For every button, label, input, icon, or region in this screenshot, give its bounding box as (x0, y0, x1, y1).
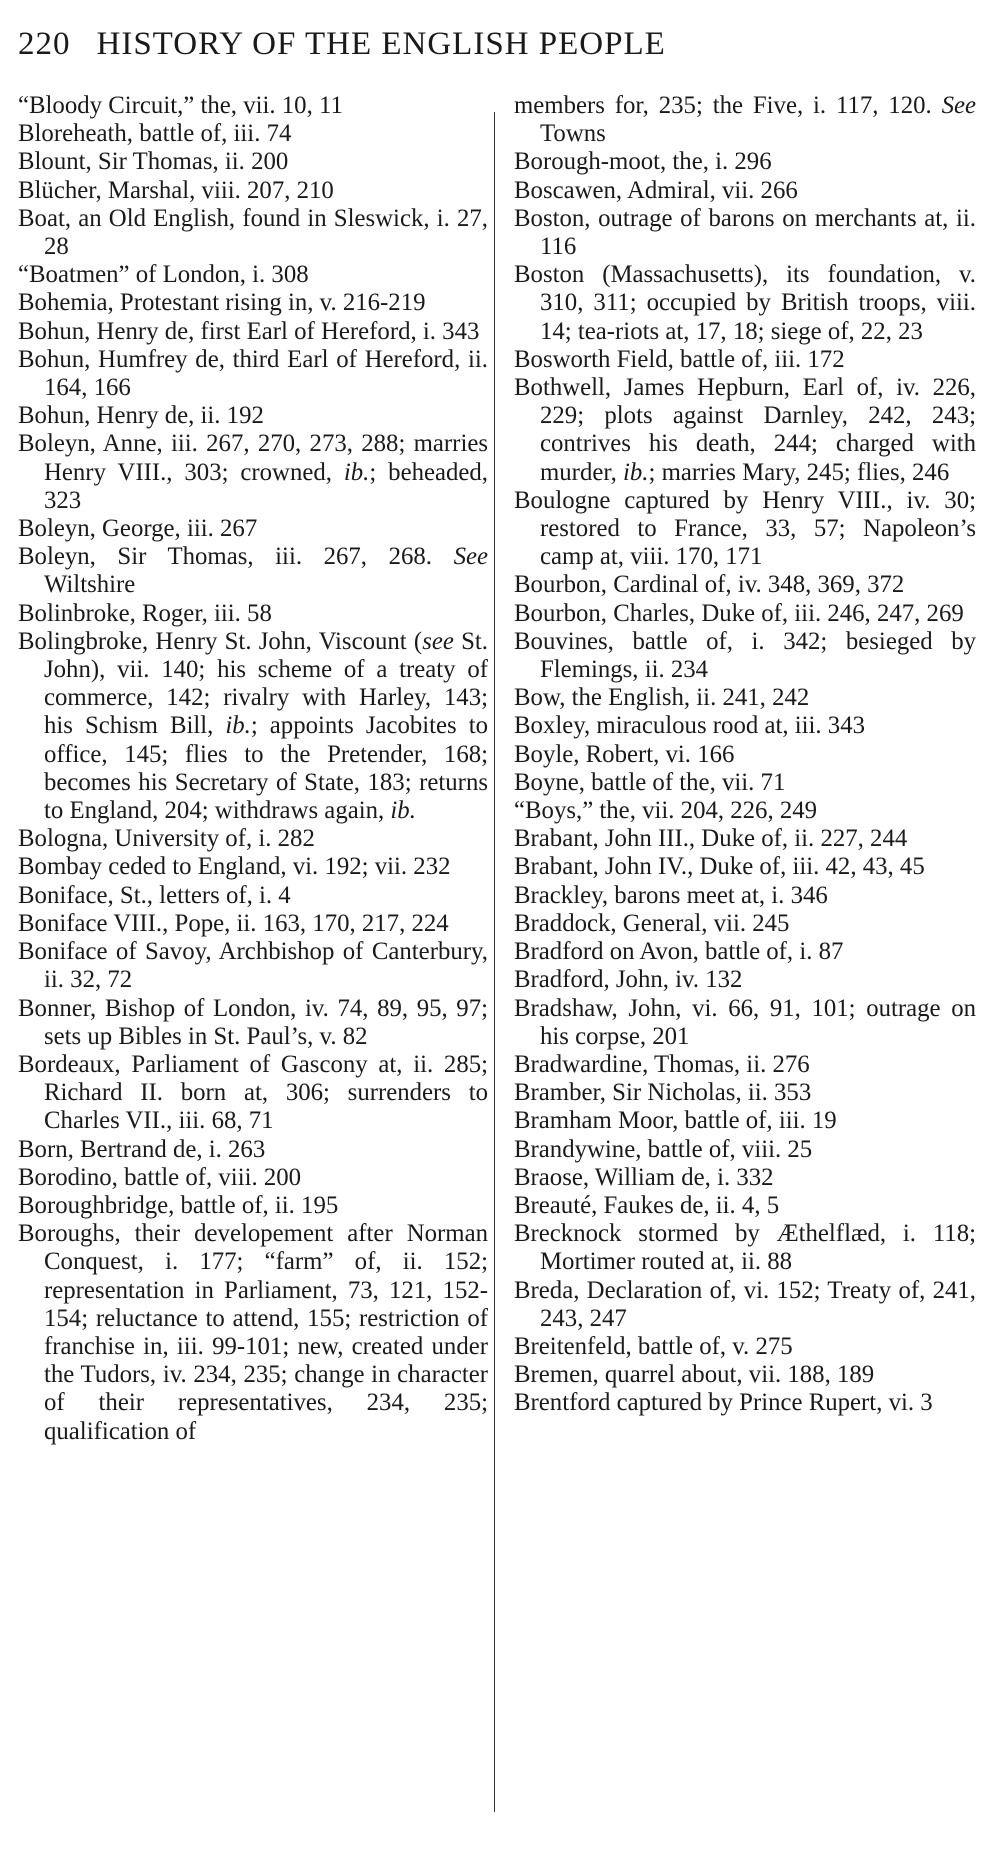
index-entry: Bradshaw, John, vi. 66, 91, 101; outrage on his corpse, 201 (514, 994, 976, 1050)
index-column-right (514, 92, 976, 1418)
page-header (18, 26, 978, 70)
index-entry: Bramham Moor, battle of, iii. 19 (514, 1107, 837, 1135)
index-entry: Bolingbroke, Henry St. John, Viscount (see St. John), vii. 140; his scheme of a treaty of commerce, 142; rivalry with Harley, 143; his Schism Bill, ib.; appoints Jacobites to office, 145; flies to the Pretender, 168; becomes his Secretary of State, 183; returns to England, 204; withdraws again, ib. (18, 627, 489, 825)
index-entry: Bradford on Avon, battle of, i. 87 (514, 938, 844, 966)
index-entry: Breda, Declaration of, vi. 152; Treaty of, 241, 243, 247 (514, 1276, 976, 1332)
index-entry: Brackley, barons meet at, i. 346 (514, 881, 828, 909)
index-entry: Bradwardine, Thomas, ii. 276 (514, 1050, 810, 1078)
index-entry: Brecknock stormed by Æthelflæd, i. 118; Mortimer routed at, ii. 88 (514, 1220, 976, 1276)
index-entry: Brandywine, battle of, viii. 25 (514, 1135, 813, 1163)
index-entry: Boleyn, Sir Thomas, iii. 267, 268. See Wiltshire (18, 543, 488, 599)
index-entry: Braose, William de, i. 332 (514, 1163, 774, 1191)
running-title: HISTORY OF THE ENGLISH PEOPLE (96, 26, 666, 62)
index-entry: Boleyn, Anne, iii. 267, 270, 273, 288; marries Henry VIII., 303; crowned, ib.; beheaded, 323 (18, 430, 489, 514)
index-entry: Boniface, St., letters of, i. 4 (18, 881, 291, 909)
index-entry: Boyne, battle of the, vii. 71 (514, 768, 786, 796)
index-entry: Born, Bertrand de, i. 263 (18, 1135, 266, 1163)
index-entry: Bombay ceded to England, vi. 192; vii. 232 (18, 853, 451, 881)
column-divider (494, 112, 495, 1812)
index-entry: “Bloody Circuit,” the, vii. 10, 11 (18, 92, 343, 119)
index-entry: Bordeaux, Parliament of Gascony at, ii. 285; Richard II. born at, 306; surrenders to Charles VII., iii. 68, 71 (18, 1050, 488, 1135)
index-entry: Bolinbroke, Roger, iii. 58 (18, 599, 272, 627)
index-entry: Bourbon, Charles, Duke of, iii. 246, 247, 269 (514, 599, 964, 627)
index-entry: Boniface of Savoy, Archbishop of Canterbury, ii. 32, 72 (18, 938, 488, 994)
page-number: 220 (18, 26, 71, 62)
index-entry: Borodino, battle of, viii. 200 (18, 1163, 302, 1191)
index-entry: Brabant, John III., Duke of, ii. 227, 244 (514, 825, 908, 853)
index-entry: Bloreheath, battle of, iii. 74 (18, 120, 292, 148)
index-entry: Boroughs, their developement after Norman Conquest, i. 177; “farm” of, ii. 152; representation in Parliament, 73, 121, 152-154; reluctance to attend, 155; restriction of franchise in, iii. 99-101; new, created under the Tudors, iv. 234, 235; change in character of their representatives, 234, 235; qualification of (18, 1220, 488, 1445)
index-entry: Breitenfeld, battle of, v. 275 (514, 1332, 793, 1360)
index-entry: Bosworth Field, battle of, iii. 172 (514, 345, 845, 373)
index-entry: Bohun, Henry de, ii. 192 (18, 402, 264, 430)
index-entry: Boniface VIII., Pope, ii. 163, 170, 217, 224 (18, 909, 449, 937)
index-entry: “Boys,” the, vii. 204, 226, 249 (514, 797, 818, 825)
index-entry: Brentford captured by Prince Rupert, vi. 3 (514, 1389, 933, 1417)
index-entry: Bouvines, battle of, i. 342; besieged by Flemings, ii. 234 (514, 627, 976, 684)
index-entry: Boxley, miraculous rood at, iii. 343 (514, 712, 866, 740)
index-entry: Blücher, Marshal, viii. 207, 210 (18, 176, 334, 204)
index-entry: “Boatmen” of London, i. 308 (18, 261, 309, 289)
index-entry: Bologna, University of, i. 282 (18, 825, 315, 853)
index-entry: members for, 235; the Five, i. 117, 120. See Towns (514, 92, 976, 148)
index-entry: Boston (Massachusetts), its foundation, v. 310, 311; occupied by British troops, viii. 14; tea-riots at, 17, 18; siege of, 22, 23 (514, 261, 976, 345)
index-column-left (18, 92, 488, 1446)
index-entry: Brabant, John IV., Duke of, iii. 42, 43, 45 (514, 853, 925, 881)
index-entry: Bramber, Sir Nicholas, ii. 353 (514, 1079, 812, 1107)
index-entry: Boulogne captured by Henry VIII., iv. 30; restored to France, 33, 57; Napoleon’s camp at, viii. 170, 171 (514, 486, 976, 571)
index-entry: Braddock, General, vii. 245 (514, 909, 790, 937)
index-entry: Bourbon, Cardinal of, iv. 348, 369, 372 (514, 571, 905, 599)
index-entry: Blount, Sir Thomas, ii. 200 (18, 148, 289, 176)
index-entry: Bradford, John, iv. 132 (514, 966, 743, 994)
index-entry: Bohemia, Protestant rising in, v. 216-219 (18, 289, 426, 317)
index-entry: Boat, an Old English, found in Sleswick, i. 27, 28 (18, 204, 488, 261)
index-entry: Boscawen, Admiral, vii. 266 (514, 176, 798, 204)
index-entry: Boston, outrage of barons on merchants at, ii. 116 (514, 204, 976, 261)
index-entry: Bonner, Bishop of London, iv. 74, 89, 95, 97; sets up Bibles in St. Paul’s, v. 82 (18, 994, 488, 1050)
index-entry: Boroughbridge, battle of, ii. 195 (18, 1191, 339, 1219)
index-entry: Bremen, quarrel about, vii. 188, 189 (514, 1361, 875, 1389)
index-entry: Bothwell, James Hepburn, Earl of, iv. 226, 229; plots against Darnley, 242, 243; contrives his death, 244; charged with murder, ib.; marries Mary, 245; flies, 246 (514, 374, 976, 486)
index-entry: Boleyn, George, iii. 267 (18, 515, 258, 543)
index-entry: Boyle, Robert, vi. 166 (514, 740, 735, 768)
index-entry: Borough-moot, the, i. 296 (514, 148, 772, 176)
index-entry: Bohun, Humfrey de, third Earl of Hereford, ii. 164, 166 (18, 345, 488, 402)
index-entry: Bohun, Henry de, first Earl of Hereford, i. 343 (18, 317, 480, 345)
index-entry: Bow, the English, ii. 241, 242 (514, 684, 810, 712)
index-entry: Breauté, Faukes de, ii. 4, 5 (514, 1191, 780, 1219)
